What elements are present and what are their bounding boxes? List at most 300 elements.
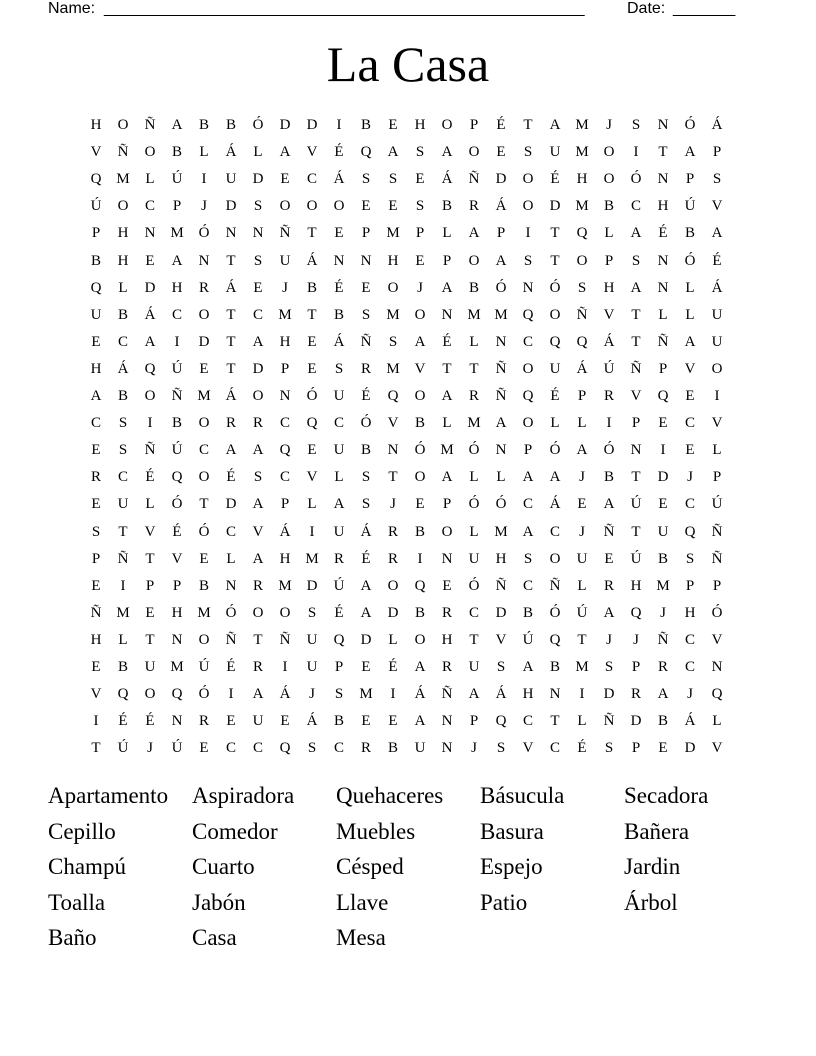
grid-letter[interactable]: O: [387, 577, 399, 594]
grid-letter[interactable]: É: [550, 171, 560, 188]
grid-letter[interactable]: Ó: [306, 388, 318, 404]
grid-letter[interactable]: É: [145, 469, 155, 486]
grid-letter[interactable]: M: [116, 171, 130, 188]
grid-letter[interactable]: O: [117, 198, 129, 215]
grid-letter[interactable]: E: [253, 279, 263, 296]
grid-letter[interactable]: E: [442, 577, 452, 594]
grid-letter[interactable]: P: [280, 496, 290, 513]
grid-letter[interactable]: A: [630, 279, 642, 296]
grid-letter[interactable]: O: [279, 604, 291, 621]
grid-letter[interactable]: T: [550, 252, 560, 269]
grid-letter[interactable]: Ú: [711, 496, 723, 513]
grid-letter[interactable]: B: [90, 252, 101, 269]
grid-letter[interactable]: Ó: [684, 117, 696, 133]
grid-letter[interactable]: O: [522, 198, 534, 215]
grid-letter[interactable]: D: [252, 171, 264, 188]
grid-letter[interactable]: T: [199, 496, 209, 513]
grid-letter[interactable]: B: [360, 442, 371, 459]
grid-letter[interactable]: M: [197, 604, 211, 621]
grid-letter[interactable]: S: [253, 198, 263, 215]
grid-letter[interactable]: C: [522, 713, 533, 730]
grid-letter[interactable]: C: [252, 740, 263, 757]
grid-letter[interactable]: Á: [711, 279, 723, 296]
grid-letter[interactable]: B: [657, 550, 668, 567]
grid-letter[interactable]: A: [387, 144, 399, 161]
grid-letter[interactable]: N: [657, 171, 669, 188]
grid-letter[interactable]: H: [630, 577, 642, 594]
grid-letter[interactable]: S: [361, 469, 371, 486]
grid-letter[interactable]: T: [469, 360, 479, 377]
grid-letter[interactable]: N: [630, 442, 642, 459]
grid-letter[interactable]: Q: [414, 577, 426, 594]
grid-letter[interactable]: V: [711, 415, 723, 432]
grid-letter[interactable]: N: [198, 252, 210, 269]
grid-letter[interactable]: C: [306, 171, 317, 188]
grid-letter[interactable]: B: [117, 388, 128, 404]
grid-letter[interactable]: V: [387, 415, 399, 432]
grid-letter[interactable]: B: [603, 198, 614, 215]
grid-letter[interactable]: M: [575, 198, 589, 215]
grid-letter[interactable]: T: [91, 740, 101, 757]
grid-letter[interactable]: N: [387, 442, 399, 459]
grid-letter[interactable]: H: [90, 117, 102, 133]
grid-letter[interactable]: P: [496, 225, 506, 242]
grid-letter[interactable]: T: [226, 306, 236, 323]
grid-letter[interactable]: I: [282, 659, 288, 675]
grid-letter[interactable]: Q: [657, 388, 669, 404]
grid-letter[interactable]: E: [658, 496, 668, 513]
grid-letter[interactable]: C: [468, 604, 479, 621]
grid-letter[interactable]: Ñ: [711, 550, 723, 567]
grid-letter[interactable]: O: [414, 388, 426, 404]
grid-letter[interactable]: A: [171, 252, 183, 269]
grid-letter[interactable]: R: [360, 740, 371, 757]
grid-letter[interactable]: C: [144, 198, 155, 215]
grid-letter[interactable]: S: [334, 686, 344, 703]
grid-letter[interactable]: M: [575, 117, 589, 133]
grid-letter[interactable]: R: [603, 388, 614, 404]
grid-letter[interactable]: H: [576, 171, 588, 188]
grid-letter[interactable]: R: [468, 388, 479, 404]
grid-letter[interactable]: L: [253, 144, 263, 161]
grid-letter[interactable]: H: [117, 225, 129, 242]
grid-letter[interactable]: E: [577, 496, 587, 513]
grid-letter[interactable]: I: [660, 442, 666, 459]
grid-letter[interactable]: E: [658, 740, 668, 757]
grid-letter[interactable]: Á: [333, 333, 345, 350]
grid-letter[interactable]: Ñ: [90, 604, 102, 621]
grid-letter[interactable]: Ú: [171, 360, 183, 377]
grid-letter[interactable]: P: [442, 252, 452, 269]
grid-letter[interactable]: Q: [495, 713, 507, 730]
grid-letter[interactable]: H: [279, 550, 291, 567]
grid-letter[interactable]: C: [522, 333, 533, 350]
grid-letter[interactable]: N: [495, 333, 507, 350]
grid-letter[interactable]: H: [387, 252, 399, 269]
grid-letter[interactable]: J: [579, 523, 585, 540]
grid-letter[interactable]: Ñ: [630, 360, 642, 377]
grid-letter[interactable]: Q: [144, 360, 156, 377]
grid-letter[interactable]: E: [604, 550, 614, 567]
grid-letter[interactable]: E: [91, 577, 101, 594]
grid-letter[interactable]: A: [333, 496, 345, 513]
grid-letter[interactable]: T: [442, 360, 452, 377]
grid-letter[interactable]: M: [656, 577, 670, 594]
grid-letter[interactable]: Á: [306, 252, 318, 269]
grid-letter[interactable]: Ñ: [603, 713, 615, 730]
grid-letter[interactable]: P: [631, 740, 641, 757]
grid-letter[interactable]: L: [145, 171, 155, 188]
grid-letter[interactable]: N: [441, 740, 453, 757]
grid-letter[interactable]: D: [279, 117, 291, 133]
grid-letter[interactable]: H: [657, 198, 669, 215]
grid-letter[interactable]: É: [550, 388, 560, 404]
grid-letter[interactable]: J: [606, 631, 612, 648]
grid-letter[interactable]: S: [415, 144, 425, 161]
grid-letter[interactable]: B: [198, 577, 209, 594]
grid-letter[interactable]: P: [658, 360, 668, 377]
grid-letter[interactable]: Ñ: [117, 550, 129, 567]
grid-letter[interactable]: U: [333, 442, 345, 459]
grid-letter[interactable]: S: [496, 740, 506, 757]
grid-letter[interactable]: L: [469, 333, 479, 350]
grid-letter[interactable]: Á: [360, 523, 372, 540]
grid-letter[interactable]: E: [199, 360, 209, 377]
grid-letter[interactable]: C: [522, 577, 533, 594]
grid-letter[interactable]: L: [712, 713, 722, 730]
grid-letter[interactable]: Q: [711, 686, 723, 703]
grid-letter[interactable]: L: [577, 713, 587, 730]
grid-letter[interactable]: C: [198, 442, 209, 459]
grid-letter[interactable]: N: [657, 117, 669, 133]
grid-letter[interactable]: A: [252, 550, 264, 567]
grid-letter[interactable]: N: [252, 225, 264, 242]
grid-letter[interactable]: Ñ: [711, 523, 723, 540]
grid-letter[interactable]: Á: [441, 171, 453, 188]
grid-letter[interactable]: Q: [684, 523, 696, 540]
grid-letter[interactable]: Ú: [630, 550, 642, 567]
grid-letter[interactable]: R: [387, 523, 398, 540]
grid-letter[interactable]: Á: [279, 523, 291, 540]
grid-letter[interactable]: O: [576, 252, 588, 269]
grid-letter[interactable]: S: [496, 659, 506, 675]
grid-letter[interactable]: U: [711, 306, 723, 323]
grid-letter[interactable]: Ó: [414, 442, 426, 459]
grid-letter[interactable]: N: [495, 442, 507, 459]
grid-letter[interactable]: B: [360, 117, 371, 133]
grid-letter[interactable]: E: [226, 713, 236, 730]
grid-letter[interactable]: R: [630, 686, 641, 703]
grid-letter[interactable]: Q: [90, 171, 102, 188]
grid-letter[interactable]: P: [712, 469, 722, 486]
grid-letter[interactable]: Ú: [171, 740, 183, 757]
grid-letter[interactable]: S: [118, 442, 128, 459]
grid-letter[interactable]: V: [171, 550, 183, 567]
grid-letter[interactable]: Q: [171, 469, 183, 486]
grid-letter[interactable]: L: [145, 496, 155, 513]
grid-letter[interactable]: R: [90, 469, 101, 486]
grid-letter[interactable]: H: [171, 279, 183, 296]
grid-letter[interactable]: J: [417, 279, 423, 296]
grid-letter[interactable]: A: [630, 225, 642, 242]
grid-letter[interactable]: B: [333, 713, 344, 730]
grid-letter[interactable]: Ñ: [495, 388, 507, 404]
grid-letter[interactable]: E: [91, 333, 101, 350]
grid-letter[interactable]: C: [90, 415, 101, 432]
grid-letter[interactable]: T: [226, 333, 236, 350]
grid-letter[interactable]: O: [522, 415, 534, 432]
grid-letter[interactable]: M: [386, 306, 400, 323]
grid-letter[interactable]: A: [360, 604, 372, 621]
grid-letter[interactable]: C: [630, 198, 641, 215]
grid-letter[interactable]: E: [685, 388, 695, 404]
grid-letter[interactable]: P: [145, 577, 155, 594]
grid-letter[interactable]: H: [117, 252, 129, 269]
grid-letter[interactable]: V: [711, 198, 723, 215]
grid-letter[interactable]: R: [198, 713, 209, 730]
grid-letter[interactable]: E: [415, 496, 425, 513]
grid-letter[interactable]: U: [333, 388, 345, 404]
grid-letter[interactable]: V: [144, 523, 156, 540]
grid-letter[interactable]: Q: [279, 442, 291, 459]
grid-letter[interactable]: O: [252, 604, 264, 621]
grid-letter[interactable]: U: [549, 360, 561, 377]
grid-letter[interactable]: E: [361, 279, 371, 296]
grid-letter[interactable]: Q: [630, 604, 642, 621]
grid-letter[interactable]: N: [171, 713, 183, 730]
grid-letter[interactable]: D: [549, 198, 561, 215]
grid-letter[interactable]: A: [414, 333, 426, 350]
grid-letter[interactable]: N: [225, 225, 237, 242]
grid-letter[interactable]: P: [415, 225, 425, 242]
grid-letter[interactable]: A: [252, 442, 264, 459]
grid-letter[interactable]: L: [388, 631, 398, 648]
grid-letter[interactable]: M: [575, 144, 589, 161]
grid-letter[interactable]: D: [684, 740, 696, 757]
grid-letter[interactable]: P: [577, 388, 587, 404]
grid-letter[interactable]: Q: [306, 415, 318, 432]
grid-letter[interactable]: A: [576, 442, 588, 459]
grid-letter[interactable]: Ó: [549, 279, 561, 296]
grid-letter[interactable]: S: [253, 469, 263, 486]
grid-letter[interactable]: I: [579, 686, 585, 703]
grid-letter[interactable]: Á: [117, 360, 129, 377]
grid-letter[interactable]: Ñ: [279, 225, 291, 242]
grid-letter[interactable]: Q: [117, 686, 129, 703]
grid-letter[interactable]: A: [495, 252, 507, 269]
grid-letter[interactable]: A: [603, 496, 615, 513]
grid-letter[interactable]: Á: [225, 388, 237, 404]
grid-letter[interactable]: A: [171, 117, 183, 133]
grid-letter[interactable]: B: [441, 198, 452, 215]
grid-letter[interactable]: C: [225, 740, 236, 757]
grid-letter[interactable]: T: [523, 117, 533, 133]
grid-letter[interactable]: P: [604, 252, 614, 269]
grid-letter[interactable]: É: [226, 659, 236, 675]
grid-letter[interactable]: Ñ: [549, 577, 561, 594]
grid-letter[interactable]: T: [226, 252, 236, 269]
grid-letter[interactable]: A: [441, 469, 453, 486]
grid-letter[interactable]: O: [279, 198, 291, 215]
grid-letter[interactable]: Ó: [252, 117, 264, 133]
grid-letter[interactable]: E: [658, 415, 668, 432]
grid-letter[interactable]: T: [145, 631, 155, 648]
grid-letter[interactable]: T: [577, 631, 587, 648]
grid-letter[interactable]: Q: [90, 279, 102, 296]
grid-letter[interactable]: J: [147, 740, 153, 757]
grid-letter[interactable]: Q: [549, 333, 561, 350]
grid-letter[interactable]: I: [633, 144, 639, 161]
grid-letter[interactable]: B: [117, 659, 128, 675]
grid-letter[interactable]: M: [440, 442, 454, 459]
grid-letter[interactable]: N: [333, 252, 345, 269]
grid-letter[interactable]: O: [252, 388, 264, 404]
grid-letter[interactable]: E: [361, 198, 371, 215]
grid-letter[interactable]: T: [658, 144, 668, 161]
grid-letter[interactable]: Ñ: [360, 333, 372, 350]
grid-letter[interactable]: L: [307, 496, 317, 513]
grid-letter[interactable]: É: [172, 523, 182, 540]
grid-letter[interactable]: E: [415, 171, 425, 188]
grid-letter[interactable]: E: [280, 713, 290, 730]
grid-letter[interactable]: S: [361, 171, 371, 188]
grid-letter[interactable]: S: [361, 306, 371, 323]
grid-letter[interactable]: V: [306, 144, 318, 161]
grid-letter[interactable]: T: [631, 469, 641, 486]
grid-letter[interactable]: E: [91, 659, 101, 675]
grid-letter[interactable]: Ó: [171, 496, 183, 513]
grid-letter[interactable]: R: [198, 279, 209, 296]
grid-letter[interactable]: E: [388, 198, 398, 215]
grid-letter[interactable]: S: [118, 415, 128, 432]
grid-letter[interactable]: Ú: [171, 171, 183, 188]
grid-letter[interactable]: E: [307, 360, 317, 377]
grid-letter[interactable]: J: [579, 469, 585, 486]
grid-letter[interactable]: Á: [333, 171, 345, 188]
grid-letter[interactable]: Ú: [522, 631, 534, 648]
grid-letter[interactable]: D: [225, 198, 237, 215]
grid-letter[interactable]: Ó: [495, 496, 507, 513]
grid-letter[interactable]: É: [361, 550, 371, 567]
grid-letter[interactable]: V: [522, 740, 534, 757]
grid-letter[interactable]: J: [309, 686, 315, 703]
grid-letter[interactable]: Q: [522, 306, 534, 323]
grid-letter[interactable]: E: [280, 171, 290, 188]
grid-letter[interactable]: J: [201, 198, 207, 215]
grid-letter[interactable]: S: [604, 740, 614, 757]
grid-letter[interactable]: L: [442, 225, 452, 242]
grid-letter[interactable]: V: [711, 740, 723, 757]
grid-letter[interactable]: O: [468, 252, 480, 269]
grid-letter[interactable]: E: [307, 442, 317, 459]
grid-letter[interactable]: V: [630, 388, 642, 404]
grid-letter[interactable]: I: [336, 117, 342, 133]
grid-letter[interactable]: É: [226, 469, 236, 486]
grid-letter[interactable]: A: [441, 144, 453, 161]
grid-letter[interactable]: B: [414, 604, 425, 621]
grid-letter[interactable]: R: [252, 415, 263, 432]
grid-letter[interactable]: Ñ: [657, 631, 669, 648]
grid-letter[interactable]: V: [711, 631, 723, 648]
grid-letter[interactable]: É: [334, 604, 344, 621]
grid-letter[interactable]: U: [306, 631, 318, 648]
grid-letter[interactable]: D: [495, 171, 507, 188]
grid-letter[interactable]: S: [415, 198, 425, 215]
grid-letter[interactable]: I: [606, 415, 612, 432]
grid-letter[interactable]: D: [630, 713, 642, 730]
grid-letter[interactable]: J: [687, 686, 693, 703]
grid-letter[interactable]: S: [604, 659, 614, 675]
grid-letter[interactable]: L: [712, 442, 722, 459]
grid-letter[interactable]: L: [685, 279, 695, 296]
grid-letter[interactable]: Q: [279, 740, 291, 757]
grid-letter[interactable]: P: [685, 577, 695, 594]
grid-letter[interactable]: J: [282, 279, 288, 296]
grid-letter[interactable]: T: [388, 469, 398, 486]
grid-letter[interactable]: É: [442, 333, 452, 350]
grid-letter[interactable]: É: [361, 388, 371, 404]
grid-letter[interactable]: C: [279, 469, 290, 486]
grid-letter[interactable]: A: [549, 117, 561, 133]
grid-letter[interactable]: R: [657, 659, 668, 675]
grid-letter[interactable]: S: [307, 740, 317, 757]
grid-letter[interactable]: D: [657, 469, 669, 486]
grid-letter[interactable]: C: [684, 659, 695, 675]
grid-letter[interactable]: T: [631, 333, 641, 350]
grid-letter[interactable]: Q: [522, 388, 534, 404]
grid-letter[interactable]: M: [116, 604, 130, 621]
grid-letter[interactable]: Ñ: [441, 686, 453, 703]
grid-letter[interactable]: S: [307, 604, 317, 621]
grid-letter[interactable]: Ó: [468, 496, 480, 513]
grid-letter[interactable]: Ó: [549, 442, 561, 459]
grid-letter[interactable]: T: [307, 225, 317, 242]
grid-letter[interactable]: Á: [576, 360, 588, 377]
grid-letter[interactable]: L: [199, 144, 209, 161]
grid-letter[interactable]: L: [685, 306, 695, 323]
grid-letter[interactable]: H: [90, 631, 102, 648]
grid-letter[interactable]: V: [414, 360, 426, 377]
grid-letter[interactable]: R: [603, 577, 614, 594]
grid-letter[interactable]: B: [522, 604, 533, 621]
grid-letter[interactable]: Ó: [549, 604, 561, 621]
grid-letter[interactable]: O: [198, 415, 210, 432]
grid-letter[interactable]: O: [198, 469, 210, 486]
grid-letter[interactable]: I: [228, 686, 234, 703]
grid-letter[interactable]: I: [147, 415, 153, 432]
grid-letter[interactable]: A: [441, 388, 453, 404]
grid-letter[interactable]: T: [469, 631, 479, 648]
date-field[interactable]: _______: [673, 0, 736, 17]
grid-letter[interactable]: É: [658, 225, 668, 242]
grid-letter[interactable]: J: [633, 631, 639, 648]
grid-letter[interactable]: A: [144, 333, 156, 350]
grid-letter[interactable]: N: [441, 550, 453, 567]
grid-letter[interactable]: P: [172, 198, 182, 215]
grid-letter[interactable]: É: [334, 144, 344, 161]
grid-letter[interactable]: A: [549, 469, 561, 486]
grid-letter[interactable]: U: [252, 713, 264, 730]
grid-letter[interactable]: J: [390, 496, 396, 513]
grid-letter[interactable]: S: [685, 550, 695, 567]
grid-letter[interactable]: V: [495, 631, 507, 648]
grid-letter[interactable]: T: [145, 550, 155, 567]
grid-letter[interactable]: U: [468, 659, 480, 675]
grid-letter[interactable]: S: [631, 252, 641, 269]
grid-letter[interactable]: M: [467, 306, 481, 323]
grid-letter[interactable]: Q: [549, 631, 561, 648]
grid-letter[interactable]: B: [549, 659, 560, 675]
